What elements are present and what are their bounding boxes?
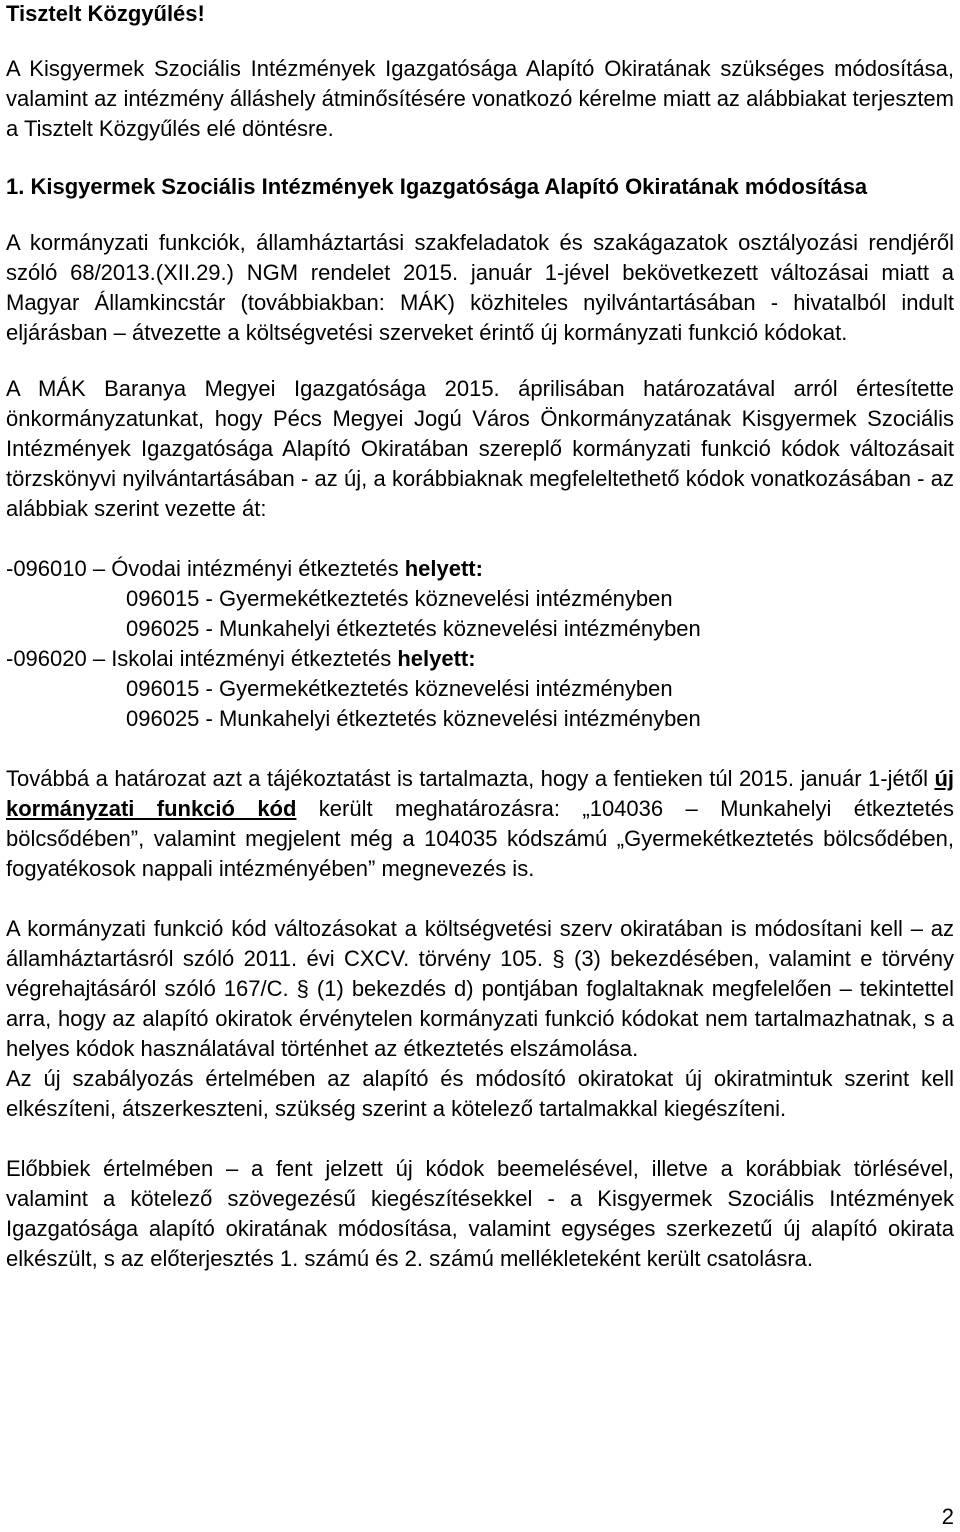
code-change-list [6,554,954,734]
code-replacement: 096025 - Munkahelyi étkeztetés köznevelési intézményben [126,706,701,731]
code-entry-label: -096020 – Iskolai intézményi étkeztetés [6,646,398,671]
paragraph-uj-kod [6,764,954,884]
paragraph-okirat-modositas: A kormányzati funkció kód változásokat a költségvetési szerv okiratában is módosítani kell – az államháztartásról szóló 2011. évi CXCV. törvény 105. § (3) bekezdésében, valamint e törvény végrehajtásáról szóló 167/C. § (1) bekezdés d) pontjában foglaltaknak megfelelően – tekintettel arra, hogy az alapító okiratok érvénytelen kormányzati funkció kódokat nem tartalmazhatnak, s a helyes kódok használatával történhet az étkeztetés elszámolása. [6,916,954,1061]
code-replacement: 096015 - Gyermekétkeztetés köznevelési intézményben [126,676,673,701]
paragraph-uj-szabalyozas: Az új szabályozás értelmében az alapító és módosító okiratokat új okiratmintuk szerint kell elkészíteni, átszerkeszteni, szükség szerint a kötelező tartalmakkal kiegészíteni. [6,1066,954,1121]
paragraph-uj-kod-part1: Továbbá a határozat azt a tájékoztatást is tartalmazta, hogy a fentieken túl 2015. január 1-jétől [6,766,935,791]
paragraph-mak-hatarozat: A MÁK Baranya Megyei Igazgatósága 2015. áprilisában határozatával arról értesítette önkormányzatunkat, hogy Pécs Megyei Jogú Város Önkormányzatának Kisgyermek Szociális Intézmények Igazgatósága Alapító Okiratában szereplő kormányzati funkció kódok változásait törzskönyvi nyilvántartásában - az új, a korábbiaknak megfeleltethető kódok vonatkozásában - az alábbiak szerint vezette át: [6,376,954,521]
code-entry-096020 [6,644,954,674]
paragraph-elobbiek: Előbbiek értelmében – a fent jelzett új kódok beemelésével, illetve a korábbiak törlésével, valamint a kötelező szövegezésű kiegészítésekkel - a Kisgyermek Szociális Intézmények Igazgatósága alapító okiratának módosítása, valamint egységes szerkezetű új alapító okirata elkészült, s az előterjesztés 1. számú és 2. számú mellékleteként került csatolásra. [6,1156,954,1271]
code-entry-instead: helyett: [397,646,476,671]
code-replacement: 096025 - Munkahelyi étkeztetés köznevelési intézményben [126,616,701,641]
intro-paragraph: A Kisgyermek Szociális Intézmények Igazgatósága Alapító Okiratának szükséges módosítása, valamint az intézmény álláshely átminősítésére vonatkozó kérelme miatt az alábbiakat terjesztem a Tisztelt Közgyűlés elé döntésre. [6,56,954,141]
paragraph-uj-kod-emphasis: új kormányzati funkció kód [6,766,954,821]
code-entry-096010 [6,554,954,584]
paragraph-funkcio-kodok: A kormányzati funkciók, államháztartási szakfeladatok és szakágazatok osztályozási rendjéről szóló 68/2013.(XII.29.) NGM rendelet 2015. január 1-jével bekövetkezett változásai miatt a Magyar Államkincstár (továbbiakban: MÁK) közhiteles nyilvántartásában - hivatalból indult eljárásban – átvezette a költségvetési szerveket érintő új kormányzati funkció kódokat. [6,230,954,345]
page-number: 2 [941,1504,954,1529]
paragraph-uj-kod-part2: került meghatározásra: „104036 – Munkahelyi étkeztetés bölcsődében”, valamint megjelent még a 104035 kódszámú „Gyermekétkeztetés bölcsődében, fogyatékosok nappali intézményében” megnevezés is. [6,796,954,881]
document-page [6,0,954,1274]
code-entry-instead: helyett: [404,556,483,581]
code-entry-label: -096010 – Óvodai intézményi étkeztetés [6,556,405,581]
section-1-title: 1. Kisgyermek Szociális Intézmények Igazgatósága Alapító Okiratának módosítása [6,174,868,199]
salutation: Tisztelt Közgyűlés! [6,1,205,26]
code-replacement: 096015 - Gyermekétkeztetés köznevelési intézményben [126,586,673,611]
